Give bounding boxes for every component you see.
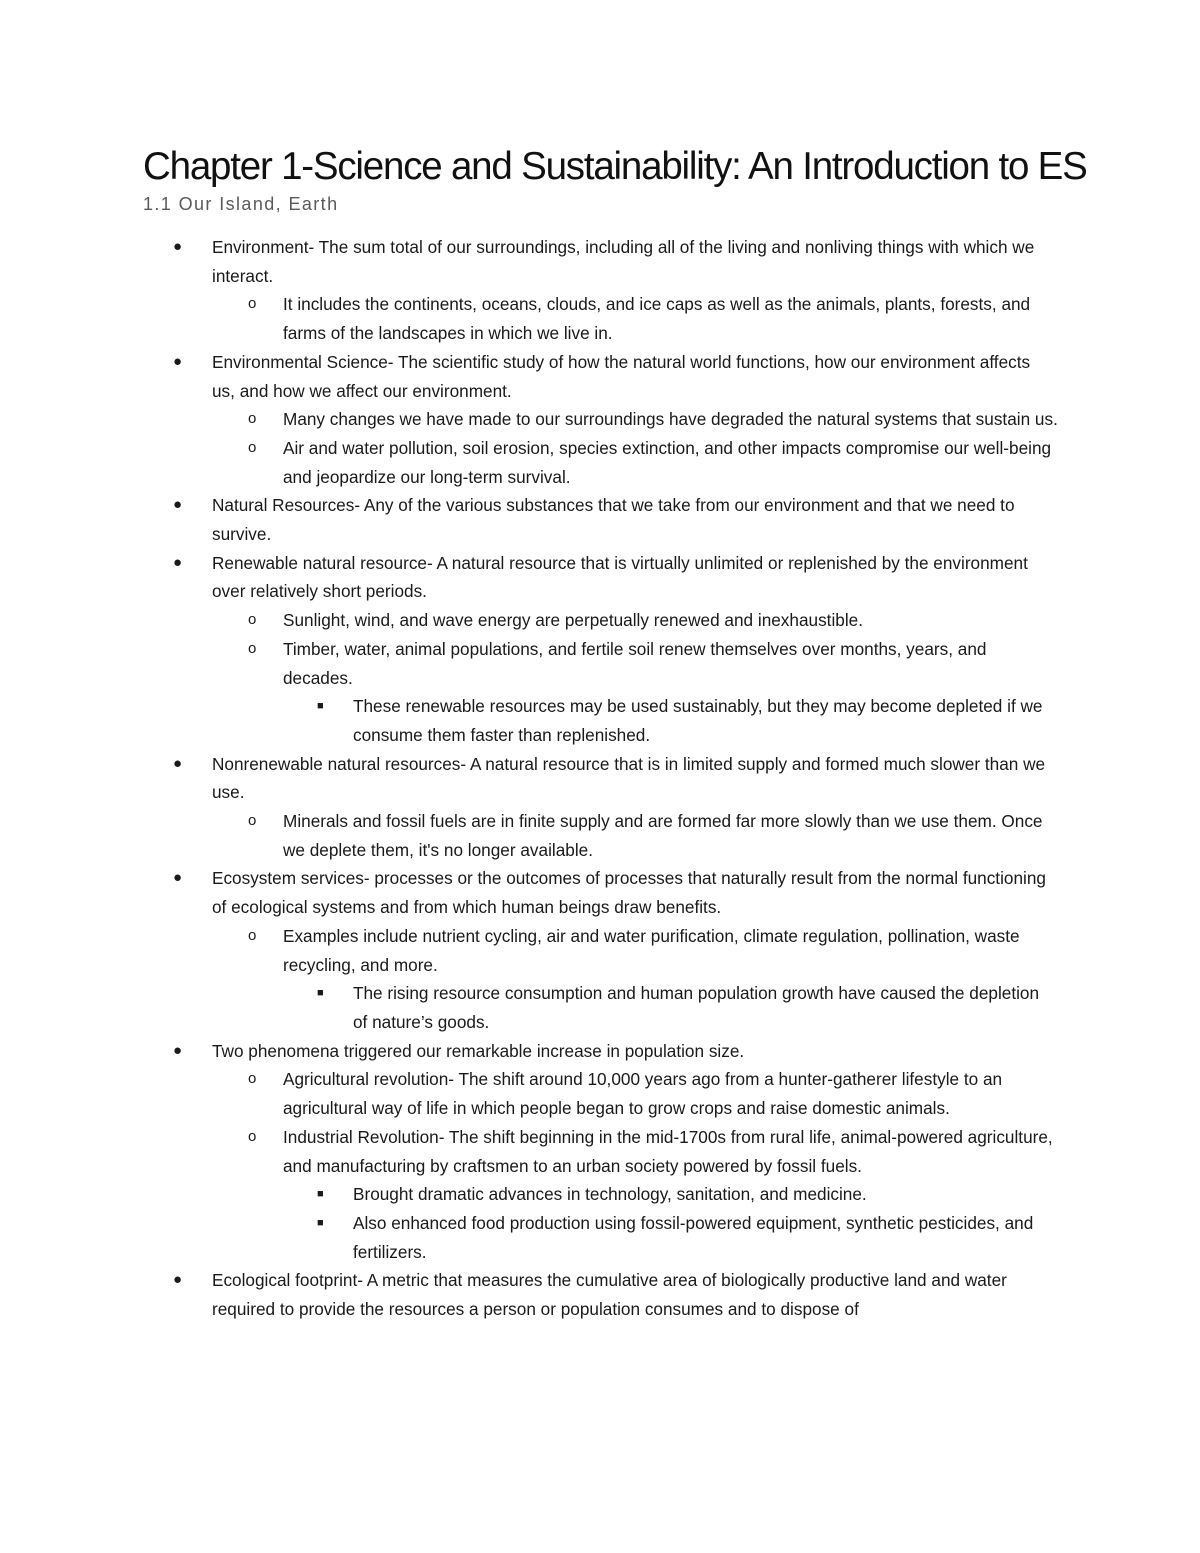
bullet-marker: ● bbox=[173, 238, 183, 255]
list-item bbox=[0, 1123, 1058, 1180]
list-item-text: Timber, water, animal populations, and fertile soil renew themselves over months, years, and decades. bbox=[283, 638, 987, 688]
list-item-text: Natural Resources- Any of the various substances that we take from our environment and that we need to survive. bbox=[212, 495, 1015, 545]
bullet-marker: o bbox=[248, 438, 257, 456]
list-item bbox=[0, 750, 1055, 807]
bullet-marker: ■ bbox=[317, 700, 324, 713]
bullet-marker: ● bbox=[173, 754, 183, 772]
bullet-marker: ■ bbox=[317, 1188, 324, 1201]
list-item-text: Environment- The sum total of our surroundings, including all of the living and nonliving things with which we interact. bbox=[212, 237, 1035, 286]
bullet-marker: ● bbox=[173, 869, 183, 887]
bullet-marker: ● bbox=[173, 352, 183, 370]
list-item-text: Nonrenewable natural resources- A natural resource that is in limited supply and formed much slower than we use. bbox=[212, 753, 1046, 803]
list-item bbox=[0, 864, 1055, 921]
bullet-marker: o bbox=[248, 410, 257, 428]
bullet-marker: o bbox=[248, 926, 257, 944]
bullet-marker: ■ bbox=[317, 987, 324, 1000]
list-item bbox=[0, 549, 1055, 606]
list-item-text: Also enhanced food production using fossil-powered equipment, synthetic pesticides, and fertilizers. bbox=[353, 1212, 1034, 1262]
list-item-text: Examples include nutrient cycling, air and water purification, climate regulation, pollination, waste recycling, and more. bbox=[283, 925, 1020, 975]
bullet-list bbox=[0, 233, 1200, 1324]
list-item-text: Ecological footprint- A metric that measures the cumulative area of biologically productive land and water required to provide the resources a person or population consumes and to dispose of bbox=[212, 1270, 1007, 1320]
bullet-marker: o bbox=[248, 1070, 257, 1088]
list-item bbox=[0, 979, 1058, 1036]
list-item bbox=[0, 405, 1058, 434]
bullet-marker: ● bbox=[173, 1271, 183, 1289]
bullet-marker: ● bbox=[173, 1041, 183, 1059]
list-item-text: Sunlight, wind, and wave energy are perpetually renewed and inexhaustible. bbox=[283, 610, 863, 631]
list-item-text: The rising resource consumption and human population growth have caused the depletion of nature’s goods. bbox=[353, 983, 1040, 1032]
list-item-text: Ecosystem services- processes or the outcomes of processes that naturally result from the normal functioning of ecological systems and from which human beings draw benefits. bbox=[212, 868, 1046, 918]
list-item bbox=[0, 606, 1058, 635]
list-item bbox=[0, 807, 1058, 864]
chapter-title: Chapter 1-Science and Sustainability: An Introduction to ES bbox=[143, 145, 1087, 188]
list-item-text: Brought dramatic advances in technology, sanitation, and medicine. bbox=[353, 1184, 867, 1205]
list-item bbox=[0, 491, 1055, 548]
list-item bbox=[0, 692, 1058, 749]
bullet-marker: o bbox=[248, 295, 257, 313]
list-item-text: Minerals and fossil fuels are in finite supply and are formed far more slowly than we use them. Once we deplete them, it's no longer available. bbox=[283, 811, 1043, 860]
list-item bbox=[0, 1266, 1055, 1323]
list-item-text: It includes the continents, oceans, clouds, and ice caps as well as the animals, plants, forests, and farms of the landscapes in which we live in. bbox=[283, 294, 1031, 344]
list-item-text: Air and water pollution, soil erosion, species extinction, and other impacts compromise our well-being and jeopardize our long-term survival. bbox=[283, 437, 1052, 487]
bullet-marker: o bbox=[248, 611, 257, 629]
bullet-marker: ■ bbox=[317, 1216, 324, 1229]
list-item-text: Industrial Revolution- The shift beginning in the mid-1700s from rural life, animal-powered agriculture, and manufacturing by craftsmen to an urban society powered by fossil fuels. bbox=[283, 1126, 1053, 1176]
list-item bbox=[0, 1209, 1058, 1266]
list-item bbox=[0, 1180, 1058, 1209]
list-item-text: Environmental Science- The scientific study of how the natural world functions, how our environment affects us, and how we affect our environment. bbox=[212, 351, 1031, 401]
list-item-text: Renewable natural resource- A natural resource that is virtually unlimited or replenished by the environment over relatively short periods. bbox=[212, 552, 1028, 602]
list-item bbox=[0, 1037, 1055, 1066]
list-item-text: These renewable resources may be used sustainably, but they may become depleted if we consume them faster than replenished. bbox=[353, 696, 1043, 745]
section-heading: 1.1 Our Island, Earth bbox=[143, 194, 339, 214]
list-item bbox=[0, 922, 1058, 979]
list-item bbox=[0, 434, 1058, 491]
list-item-text: Two phenomena triggered our remarkable increase in population size. bbox=[212, 1040, 745, 1061]
list-item bbox=[0, 1065, 1058, 1122]
list-item-text: Agricultural revolution- The shift around 10,000 years ago from a hunter-gatherer lifestyle to an agricultural way of life in which people began to grow crops and raise domestic animals. bbox=[283, 1069, 1003, 1119]
bullet-marker: ● bbox=[173, 553, 183, 571]
bullet-marker: ● bbox=[173, 496, 183, 514]
bullet-marker: o bbox=[248, 639, 257, 657]
bullet-marker: o bbox=[248, 1127, 257, 1145]
list-item bbox=[0, 348, 1055, 405]
list-item bbox=[0, 290, 1058, 347]
list-item-text: Many changes we have made to our surroundings have degraded the natural systems that sustain us. bbox=[283, 409, 1058, 430]
list-item bbox=[0, 635, 1058, 692]
bullet-marker: o bbox=[248, 812, 257, 830]
list-item bbox=[0, 233, 1055, 290]
